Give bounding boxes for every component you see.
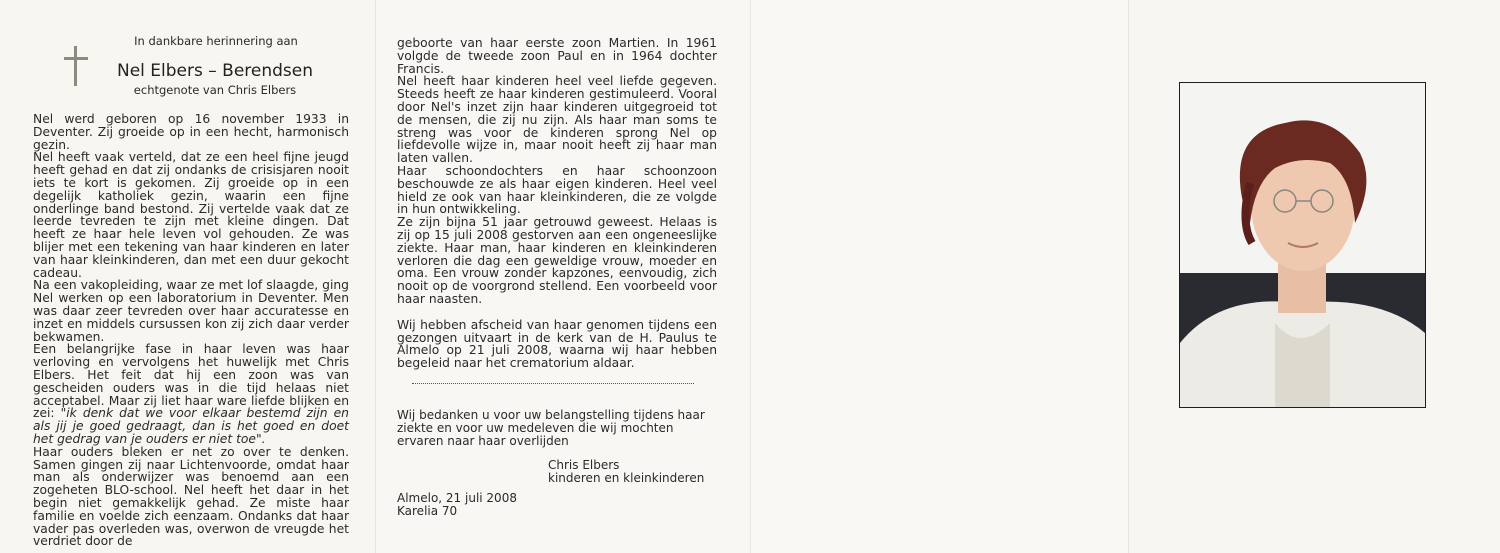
- portrait-frame: [1179, 82, 1426, 408]
- farewell-paragraph: Wij hebben afscheid van haar genomen tijdens een gezongen uitvaart in de kerk van de H. Paulus te Almelo op 21 juli 2008, waarna wij haar hebben begeleid naar het crematorium aldaar.: [397, 317, 717, 371]
- biography-column-2: [397, 37, 717, 370]
- signature-name: Chris Elbers: [548, 458, 620, 472]
- paragraph: Haar schoondochters en haar schoonzoon beschouwde ze als haar eigen kinderen. Heel veel hield ze ook van haar kleinkinderen, die ze volgde in hun ontwikkeling.: [397, 163, 717, 217]
- paragraph: geboorte van haar eerste zoon Martien. In 1961 volgde de tweede zoon Paul en in 1964 dochter Francis.: [397, 36, 717, 76]
- place-date: [397, 492, 597, 518]
- panel-blank: [750, 0, 1129, 553]
- intro-text: In dankbare herinnering aan: [134, 34, 298, 48]
- signature: [548, 459, 748, 485]
- paragraph: Na een vakopleiding, waar ze met lof slaagde, ging Nel werken op een laboratorium in Deventer. Men was daar zeer tevreden over haar accuratesse en inzet en middels cursussen kon zij zich daar verder bekwamen.: [33, 278, 349, 344]
- paragraph: Nel werd geboren op 16 november 1933 in Deventer. Zij groeide op in een hecht, harmonisch gezin.: [33, 112, 349, 152]
- portrait-photo: [1180, 83, 1425, 407]
- signature-family: kinderen en kleinkinderen: [548, 471, 705, 485]
- biography-column-1: [33, 113, 349, 548]
- paragraph: Haar ouders bleken er net zo over te denken. Samen gingen zij naar Lichtenvoorde, omdat haar man als onderwijzer was benoemd aan een zogeheten BLO-school. Nel heeft het daar in het begin niet gemakkelijk gehad. Ze miste haar familie en voelde zich eenzaam. Ondanks dat haar vader pas overleden was, overwon de vreugde het verdriet door de: [33, 444, 349, 549]
- address-line: Karelia 70: [397, 504, 458, 518]
- deceased-name: Nel Elbers – Berendsen: [116, 61, 314, 81]
- paragraph: [33, 343, 349, 445]
- place-date-line: Almelo, 21 juli 2008: [397, 491, 517, 505]
- paragraph: Ze zijn bijna 51 jaar getrouwd geweest. Helaas is zij op 15 juli 2008 gestorven aan een ongeneeslijke ziekte. Haar man, haar kinderen en kleinkinderen verloren die dag een geweldige vrouw, moeder en oma. Een vrouw zonder kapzones, eenvoudig, zich nooit op de voorgrond stellend. Een voorbeeld voor haar naasten.: [397, 215, 717, 306]
- spouse-line: echtgenote van Chris Elbers: [133, 83, 297, 97]
- quote: "ik denk dat we voor elkaar bestemd zijn en als jij je goed gedraagt, dan is het goed en doet het gedrag van je ouders er niet toe".: [33, 406, 349, 446]
- thanks-text: Wij bedanken u voor uw belangstelling tijdens haar ziekte en voor uw medeleven die wij mochten ervaren naar haar overlijden: [397, 408, 705, 448]
- paragraph: Nel heeft vaak verteld, dat ze een heel fijne jeugd heeft gehad en dat zij ondanks de crisisjaren nooit iets te kort is gekomen. Zij groeide op in een degelijk katholiek gezin, waarin een fijne onderlinge band bestond. Zij vertelde vaak dat ze leerde tevreden te zijn met kleine dingen. Dat heeft ze haar hele leven vol gehouden. Ze was blijer met een tekening van haar kinderen en later van haar kleinkinderen, dan met een duur gekocht cadeau.: [33, 150, 349, 280]
- paragraph: Nel heeft haar kinderen heel veel liefde gegeven. Steeds heeft ze haar kinderen gestimuleerd. Vooral door Nel's inzet zijn haar kinderen uitgegroeid tot de mensen, die zij nu zijn. Als haar man soms te streng was voor de kinderen sprong Nel op liefdevolle wijze in, maar nooit heeft zij haar man laten vallen.: [397, 74, 717, 166]
- paragraph-text: Een belangrijke fase in haar leven was haar verloving en vervolgens het huwelijk met Chris Elbers. Het feit dat hij een zoon was van gescheiden ouders was in die tijd helaas niet acceptabel. Maar zij liet haar ware liefde blijken en zei:: [33, 342, 349, 421]
- dotted-divider: [412, 383, 694, 384]
